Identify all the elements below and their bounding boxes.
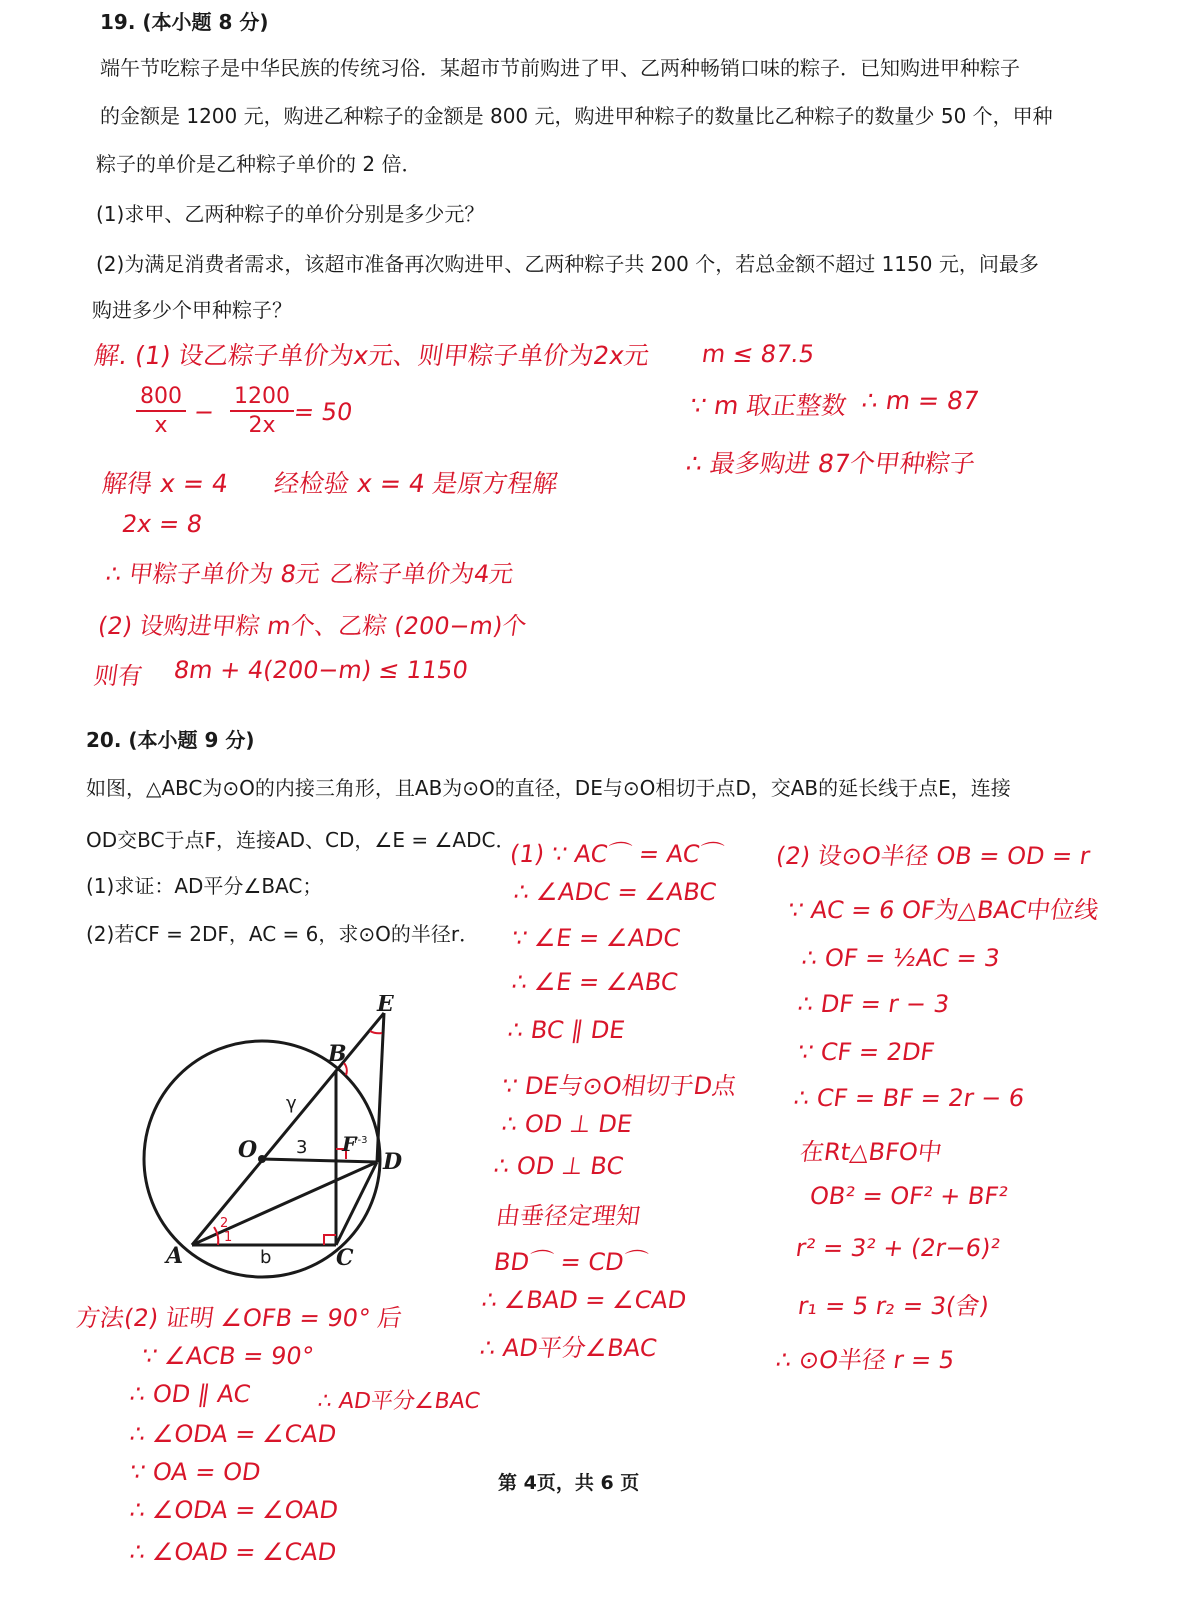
q19-hand-2x: 2x = 8 <box>120 510 205 538</box>
q19-hand-m-integer: ∵ m 取正整数 <box>688 391 849 420</box>
q20-right-line-5: ∵ CF = 2DF <box>796 1038 937 1066</box>
line-ed <box>377 1013 384 1162</box>
q20-alt-line-6: ∴ ∠OAD = ∠CAD <box>128 1538 339 1566</box>
q19-hand-part2-setup: (2) 设购进甲粽 m个、乙粽 (200−m)个 <box>96 612 529 640</box>
q19-hand-equals-50: = 50 <box>292 398 355 426</box>
q20-alt-line-4: ∵ OA = OD <box>128 1458 263 1486</box>
q20-alt-side: ∴ AD平分∠BAC <box>316 1389 482 1414</box>
annotation-angle-1: 1 <box>224 1230 233 1245</box>
q19-hand-setup: 解. (1) 设乙粽子单价为x元、则甲粽子单价为2x元 <box>92 341 652 370</box>
q19-hand-fraction-800-x <box>136 384 186 440</box>
q20-mid-line-7: ∴ OD ⊥ DE <box>500 1110 635 1138</box>
q19-stem-line-1: 端午节吃粽子是中华民族的传统习俗．某超市节前购进了甲、乙两种畅销口味的粽子．已知购进甲种粽子 <box>100 56 1020 80</box>
q20-right-line-10: r₁ = 5 r₂ = 3(舍) <box>796 1292 991 1320</box>
q19-part-1: (1)求甲、乙两种粽子的单价分别是多少元？ <box>96 202 485 226</box>
annotation-of-3: 3 <box>296 1137 308 1158</box>
q20-alt-line-3: ∴ ∠ODA = ∠CAD <box>128 1420 339 1448</box>
q19-hand-minus: − <box>192 398 217 426</box>
fraction-numerator: 800 <box>136 384 186 412</box>
q20-mid-line-12: ∴ AD平分∠BAC <box>478 1334 659 1362</box>
q20-mid-line-3: ∵ ∠E = ∠ADC <box>510 924 683 952</box>
label-a: A <box>166 1243 184 1269</box>
q20-right-line-11: ∴ ⊙O半径 r = 5 <box>774 1346 957 1374</box>
q20-stem-line-2: OD交BC于点F，连接AD、CD，∠E = ∠ADC． <box>86 828 516 852</box>
line-ad <box>192 1162 377 1245</box>
annotation-angle-2: 2 <box>220 1216 229 1231</box>
annotation-df: r-3 <box>354 1135 368 1146</box>
q20-mid-line-4: ∴ ∠E = ∠ABC <box>510 968 680 996</box>
q20-right-line-6: ∴ CF = BF = 2r − 6 <box>792 1084 1027 1112</box>
center-point-o <box>258 1155 266 1163</box>
q20-mid-line-1: (1) ∵ AC⌒ = AC⌒ <box>508 840 726 868</box>
q19-stem-line-2: 的金额是 1200 元，购进乙种粽子的金额是 800 元，购进甲种粽子的数量比乙种粽子的数量少 50 个，甲种 <box>100 104 1053 128</box>
q19-hand-then: 则有 <box>92 662 145 690</box>
annotation-ac-6: b <box>260 1247 272 1268</box>
q20-alt-line-2: ∴ OD ∥ AC <box>128 1380 253 1408</box>
q19-part-2: (2)为满足消费者需求，该超市准备再次购进甲、乙两种粽子共 200 个，若总金额不超过 1150 元，问最多 <box>96 252 1039 276</box>
q20-geometry-figure <box>130 995 420 1285</box>
q20-part-2: (2)若CF = 2DF，AC = 6，求⊙O的半径r． <box>86 922 480 946</box>
q19-hand-price-jia: ∴ 甲粽子单价为 8元 <box>104 560 322 588</box>
q20-right-line-7: 在Rt△BFO中 <box>798 1138 944 1166</box>
q19-stem-line-3: 粽子的单价是乙种粽子单价的 2 倍． <box>96 152 422 176</box>
annotation-radius: γ <box>286 1093 297 1114</box>
q20-stem-line-1: 如图，△ABC为⊙O的内接三角形，且AB为⊙O的直径，DE与⊙O相切于点D，交AB的延长线于点E，连接 <box>86 776 1011 800</box>
label-b: B <box>328 1041 347 1067</box>
label-e: E <box>377 995 394 1017</box>
q20-mid-line-9: 由垂径定理知 <box>494 1202 643 1230</box>
q19-hand-check: 经检验 x = 4 是原方程解 <box>272 469 560 498</box>
q20-alt-line-5: ∴ ∠ODA = ∠OAD <box>128 1496 340 1524</box>
q20-alt-header: 方法(2) 证明 ∠OFB = 90° 后 <box>74 1304 404 1332</box>
q20-mid-line-6: ∵ DE与⊙O相切于D点 <box>500 1072 739 1100</box>
label-c: C <box>336 1245 354 1271</box>
q20-mid-line-10: BD⌒ = CD⌒ <box>492 1248 650 1276</box>
q19-hand-fraction-1200-2x <box>230 384 294 440</box>
q19-hand-conclusion: ∴ 最多购进 87个甲种粽子 <box>684 449 977 478</box>
line-od <box>262 1159 377 1162</box>
q20-right-line-9: r² = 3² + (2r−6)² <box>794 1234 1002 1262</box>
label-f: F <box>342 1132 357 1156</box>
q20-mid-line-2: ∴ ∠ADC = ∠ABC <box>512 878 719 906</box>
q20-right-line-1: (2) 设⊙O半径 OB = OD = r <box>774 842 1092 870</box>
q19-hand-solve: 解得 x = 4 <box>100 469 230 498</box>
q19-header: 19. (本小题 8 分) <box>100 10 269 34</box>
label-d: D <box>383 1149 403 1175</box>
fraction-denominator: x <box>154 413 168 438</box>
q19-hand-price-yi: 乙粽子单价为4元 <box>328 560 516 588</box>
q19-hand-inequality: 8m + 4(200−m) ≤ 1150 <box>172 656 470 684</box>
q20-header: 20. (本小题 9 分) <box>86 728 255 752</box>
q20-mid-line-11: ∴ ∠BAD = ∠CAD <box>480 1286 689 1314</box>
q19-part-2-cont: 购进多少个甲种粽子？ <box>92 298 292 322</box>
label-o: O <box>238 1137 258 1163</box>
q20-right-line-2: ∵ AC = 6 OF为△BAC中位线 <box>786 896 1101 924</box>
q20-alt-line-1: ∵ ∠ACB = 90° <box>140 1342 316 1370</box>
angle-mark-e <box>370 1031 382 1033</box>
q20-right-line-3: ∴ OF = ½AC = 3 <box>800 944 1002 972</box>
q19-hand-m-87: ∴ m = 87 <box>860 386 981 415</box>
q20-right-line-4: ∴ DF = r − 3 <box>796 990 951 1018</box>
q20-mid-line-8: ∴ OD ⊥ BC <box>492 1152 626 1180</box>
q19-hand-m-bound: m ≤ 87.5 <box>700 340 817 368</box>
fraction-numerator: 1200 <box>230 384 294 412</box>
page-footer: 第 4页，共 6 页 <box>498 1472 640 1494</box>
fraction-denominator: 2x <box>248 413 276 438</box>
q20-right-line-8: OB² = OF² + BF² <box>808 1182 1010 1210</box>
q20-mid-line-5: ∴ BC ∥ DE <box>506 1016 627 1044</box>
q20-part-1: (1)求证：AD平分∠BAC； <box>86 874 323 898</box>
